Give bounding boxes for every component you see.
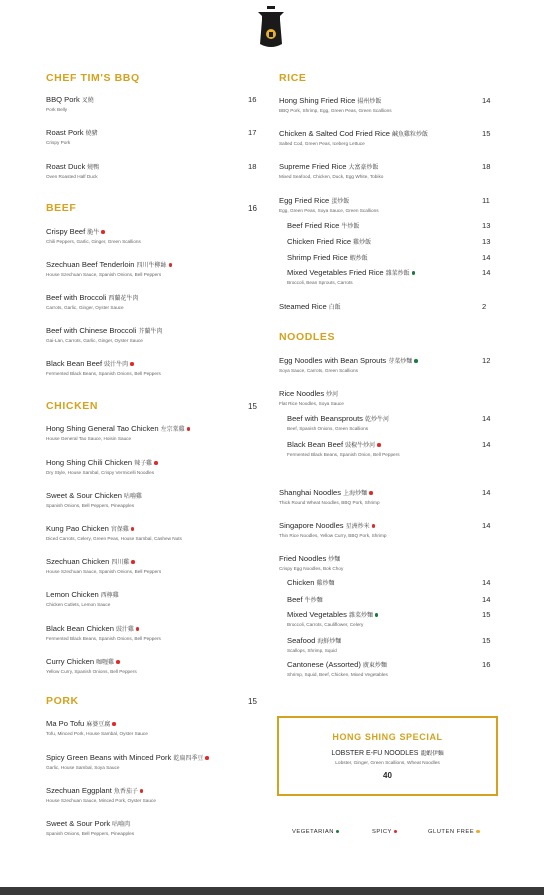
menu-item-price: 18 bbox=[482, 162, 491, 171]
spicy-dot-icon bbox=[131, 560, 135, 564]
menu-item-chinese-name: 牛炒飯 bbox=[341, 224, 360, 230]
menu-item-name: Hong Shing Chili Chicken bbox=[46, 458, 133, 467]
spicy-dot-icon bbox=[112, 722, 116, 726]
menu-item-chinese-name: 揚州炒飯 bbox=[357, 99, 382, 105]
spicy-dot-icon bbox=[130, 362, 134, 366]
menu-item-chinese-name: 豉汁牛肉 bbox=[104, 362, 129, 368]
menu-item bbox=[279, 488, 492, 505]
menu-item-name: Beef with Beansprouts bbox=[287, 414, 363, 423]
legend-spicy-label: SPICY bbox=[372, 829, 392, 835]
menu-item-name-row bbox=[279, 356, 492, 365]
menu-item bbox=[287, 221, 492, 230]
menu-item-name-row bbox=[287, 268, 492, 277]
menu-item bbox=[287, 237, 492, 246]
menu-item-name: Egg Fried Rice bbox=[279, 196, 330, 205]
menu-item bbox=[279, 356, 492, 373]
menu-item-name: Roast Duck bbox=[46, 162, 86, 171]
menu-item bbox=[46, 128, 258, 145]
menu-item bbox=[279, 196, 492, 213]
menu-item-name-row bbox=[279, 162, 492, 171]
menu-item-name-row bbox=[287, 660, 492, 669]
menu-item-name-row bbox=[287, 636, 492, 645]
menu-item bbox=[279, 302, 492, 311]
menu-item bbox=[46, 162, 258, 179]
spicy-dot-icon bbox=[394, 830, 398, 834]
menu-item-description: Garlic, House Sambal, Soya Sauce bbox=[46, 765, 120, 770]
menu-item-chinese-name: 炒河 bbox=[326, 392, 339, 398]
menu-item-name-row bbox=[46, 293, 258, 302]
menu-item-chinese-name: 咕嚕雞 bbox=[123, 494, 142, 500]
menu-item-name-row bbox=[279, 96, 492, 105]
menu-item-price: 14 bbox=[482, 488, 491, 497]
menu-item bbox=[46, 624, 258, 641]
menu-item-chinese-name: 四川牛柳絲 bbox=[136, 263, 167, 269]
pagoda-logo-icon bbox=[256, 6, 286, 48]
menu-item-description: Chili Peppers, Garlic, Ginger, Green Scallions bbox=[46, 239, 141, 244]
spicy-dot-icon bbox=[136, 627, 140, 631]
section-title-noodles: NOODLES bbox=[279, 331, 336, 343]
menu-item bbox=[46, 458, 258, 475]
menu-item-chinese-name: 辣子雞 bbox=[134, 461, 153, 467]
special-title: HONG SHING SPECIAL bbox=[332, 732, 443, 742]
menu-item-description: Salted Cod, Green Peas, Iceberg Lettuce bbox=[279, 141, 365, 146]
menu-item-price: 14 bbox=[482, 414, 491, 423]
menu-item-name-row bbox=[46, 260, 258, 269]
menu-item-description: Beef, Spanish Onions, Green Scallions bbox=[287, 426, 369, 431]
menu-item-chinese-name: 鹹魚雞粒炒飯 bbox=[392, 132, 429, 138]
menu-item-name: Sweet & Sour Pork bbox=[46, 819, 111, 828]
legend-gluten-free-label: GLUTEN FREE bbox=[428, 829, 475, 835]
menu-item-price: 13 bbox=[482, 237, 491, 246]
menu-item-chinese-name: 乾炒牛河 bbox=[364, 417, 389, 423]
menu-item bbox=[287, 660, 492, 677]
menu-item-name-row bbox=[46, 326, 258, 335]
menu-item-name: Ma Po Tofu bbox=[46, 719, 85, 728]
menu-item bbox=[46, 227, 258, 244]
menu-item-chinese-name: 炒麵 bbox=[328, 557, 341, 563]
menu-item-name: Szechuan Beef Tenderloin bbox=[46, 260, 135, 269]
menu-item-name-row bbox=[287, 610, 492, 619]
menu-item-description: Diced Carrots, Celery, Green Peas, House Sambal, Cashew Nuts bbox=[46, 536, 182, 541]
menu-item-name: Szechuan Chicken bbox=[46, 557, 110, 566]
menu-item-description: Carrots, Garlic, Ginger, Oyster Sauce bbox=[46, 305, 124, 310]
menu-item-chinese-name: 豉椒牛炒河 bbox=[345, 443, 376, 449]
menu-item-chinese-name: 上海炒麵 bbox=[343, 491, 368, 497]
menu-item-name-row bbox=[46, 128, 258, 137]
menu-item-chinese-name: 海鮮炒麵 bbox=[317, 639, 342, 645]
menu-item bbox=[287, 440, 492, 457]
menu-item-description: Chicken Cutlets, Lemon Sauce bbox=[46, 602, 111, 607]
menu-item-chinese-name: 雜菜炒飯 bbox=[385, 271, 410, 277]
menu-item-chinese-name: 麻婆豆腐 bbox=[86, 722, 111, 728]
menu-item bbox=[279, 389, 492, 406]
menu-item-description: Gai-Lan, Carrots, Garlic, Ginger, Oyster Sauce bbox=[46, 338, 143, 343]
menu-item-name: Chicken bbox=[287, 578, 315, 587]
menu-item bbox=[287, 636, 492, 653]
menu-item-name-row bbox=[287, 221, 492, 230]
vegetarian-dot-icon bbox=[414, 359, 418, 363]
menu-item-chinese-name: 廣東炒麵 bbox=[362, 663, 387, 669]
vegetarian-dot-icon bbox=[375, 613, 379, 617]
menu-item bbox=[287, 253, 492, 262]
menu-item-name: Black Bean Chicken bbox=[46, 624, 114, 633]
section-title-chicken: CHICKEN bbox=[46, 400, 99, 412]
special-name-zh: 龍蝦伊麵 bbox=[420, 751, 444, 757]
vegetarian-dot-icon bbox=[336, 830, 340, 834]
menu-item-chinese-name: 咖喱雞 bbox=[96, 660, 115, 666]
menu-item-price: 14 bbox=[482, 96, 491, 105]
spicy-dot-icon bbox=[205, 756, 209, 760]
menu-item-name-row bbox=[279, 488, 492, 497]
menu-item-name-row bbox=[279, 196, 492, 205]
menu-item-price: 14 bbox=[482, 268, 491, 277]
menu-item-name: Supreme Fried Rice bbox=[279, 162, 347, 171]
menu-item bbox=[46, 590, 258, 607]
menu-item-price: 15 bbox=[482, 636, 491, 645]
menu-item-chinese-name: 魚香茄子 bbox=[113, 789, 138, 795]
menu-item-description: BBQ Pork, Shrimp, Egg, Green Peas, Green Scallions bbox=[279, 108, 392, 113]
menu-item bbox=[287, 414, 492, 431]
section-title-pork: PORK bbox=[46, 695, 79, 707]
menu-item-description: Broccoli, Bean Sprouts, Carrots bbox=[287, 280, 353, 285]
menu-item-chinese-name: 燒豬 bbox=[85, 131, 98, 137]
menu-item-chinese-name: 西檸雞 bbox=[100, 593, 119, 599]
spicy-dot-icon bbox=[369, 491, 373, 495]
menu-item-name-row bbox=[46, 753, 258, 762]
menu-item bbox=[46, 95, 258, 112]
menu-item bbox=[279, 129, 492, 146]
menu-item-name: Mixed Vegetables Fried Rice bbox=[287, 268, 384, 277]
menu-item-description: House Szechuan Sauce, Spanish Onions, Bell Peppers bbox=[46, 569, 162, 574]
menu-item-description: Pork Belly bbox=[46, 107, 68, 112]
menu-item-name: Mixed Vegetables bbox=[287, 610, 347, 619]
menu-item-name-row bbox=[46, 458, 258, 467]
menu-item bbox=[46, 786, 258, 803]
menu-item-name-row bbox=[46, 424, 258, 433]
spicy-dot-icon bbox=[187, 427, 191, 431]
section-title-rice: RICE bbox=[279, 72, 307, 84]
spicy-dot-icon bbox=[377, 443, 381, 447]
menu-item-name-row bbox=[46, 719, 258, 728]
menu-item-name: Beef with Broccoli bbox=[46, 293, 107, 302]
menu-item bbox=[287, 610, 492, 627]
section-title-chef-tim-s-bbq: CHEF TIM'S BBQ bbox=[46, 72, 140, 84]
menu-item-price: 14 bbox=[482, 253, 491, 262]
spicy-dot-icon bbox=[131, 527, 135, 531]
menu-item-name: Beef Fried Rice bbox=[287, 221, 340, 230]
menu-item-description: Dry Style, House Sambal, Crispy Vermicelli Noodles bbox=[46, 470, 155, 475]
menu-item-chinese-name: 四川雞 bbox=[111, 560, 130, 566]
spicy-dot-icon bbox=[101, 230, 105, 234]
spicy-dot-icon bbox=[154, 461, 158, 465]
menu-item-description: Tofu, Minced Pork, House Sambal, Oyster Sauce bbox=[46, 731, 148, 736]
menu-item-name-row bbox=[46, 162, 258, 171]
menu-item-name: Seafood bbox=[287, 636, 316, 645]
menu-item-description: Fermented Black Beans, Spanish Onions, Bell Peppers bbox=[46, 371, 161, 376]
menu-item-chinese-name: 大富豪炒飯 bbox=[348, 165, 379, 171]
menu-item bbox=[46, 326, 258, 343]
menu-item bbox=[279, 162, 492, 179]
menu-item-name-row bbox=[46, 557, 258, 566]
menu-item-name: Steamed Rice bbox=[279, 302, 327, 311]
menu-item bbox=[46, 293, 258, 310]
menu-item-name-row bbox=[46, 590, 258, 599]
menu-item-name-row bbox=[287, 237, 492, 246]
menu-item bbox=[46, 819, 258, 836]
menu-item-name: BBQ Pork bbox=[46, 95, 80, 104]
menu-item-chinese-name: 雞炒麵 bbox=[316, 581, 335, 587]
menu-item-name-row bbox=[279, 302, 492, 311]
menu-item-chinese-name: 芥蘭牛肉 bbox=[138, 329, 163, 335]
menu-item bbox=[287, 268, 492, 285]
menu-item-price: 14 bbox=[482, 440, 491, 449]
menu-item-chinese-name: 乾扁四季豆 bbox=[173, 756, 204, 762]
menu-item-description: Fermented Black Beans, Spanish Onion, Bell Peppers bbox=[287, 452, 400, 457]
menu-item-description: Yellow Curry, Spanish Onions, Bell Peppers bbox=[46, 669, 137, 674]
menu-item-name: Sweet & Sour Chicken bbox=[46, 491, 122, 500]
menu-item-name-row bbox=[46, 95, 258, 104]
special-dish-name bbox=[279, 748, 496, 757]
spicy-dot-icon bbox=[169, 263, 173, 267]
section-price: 15 bbox=[248, 697, 257, 706]
menu-item-chinese-name: 脆牛 bbox=[87, 230, 100, 236]
menu-item-description: Spanish Onions, Bell Peppers, Pineapples bbox=[46, 503, 135, 508]
menu-item-price: 14 bbox=[482, 578, 491, 587]
special-name-text: LOBSTER E-FU NOODLES bbox=[331, 750, 419, 757]
menu-item-description: Spanish Onions, Bell Peppers, Pineapples bbox=[46, 831, 135, 836]
menu-item-name-row bbox=[279, 521, 492, 530]
menu-item-name: Chicken & Salted Cod Fried Rice bbox=[279, 129, 391, 138]
menu-item-description: Flat Rice Noodles, Soya Sauce bbox=[279, 401, 344, 406]
menu-item-name: Cantonese (Assorted) bbox=[287, 660, 361, 669]
menu-item-price: 13 bbox=[482, 221, 491, 230]
menu-item-chinese-name: 牛炒麵 bbox=[304, 598, 323, 604]
menu-item-price: 15 bbox=[482, 610, 491, 619]
menu-item-description: Crispy Egg Noodles, Bok Choy bbox=[279, 566, 344, 571]
menu-item-price: 15 bbox=[482, 129, 491, 138]
menu-item-name: Roast Pork bbox=[46, 128, 84, 137]
menu-item-chinese-name: 白飯 bbox=[328, 305, 341, 311]
menu-item-name-row bbox=[279, 554, 492, 563]
menu-item-price: 18 bbox=[248, 162, 257, 171]
menu-item-name: Beef bbox=[287, 595, 303, 604]
menu-item-name-row bbox=[46, 359, 258, 368]
menu-item-name-row bbox=[287, 253, 492, 262]
menu-item-chinese-name: 豉汁雞 bbox=[115, 627, 134, 633]
menu-item bbox=[287, 578, 492, 587]
menu-item-description: Mixed Seafood, Chicken, Duck, Egg White, Tobiko bbox=[279, 174, 384, 179]
menu-item-description: Fermented Black Beans, Spanish Onions, Bell Peppers bbox=[46, 636, 161, 641]
menu-item-name-row bbox=[287, 595, 492, 604]
menu-item-price: 16 bbox=[248, 95, 257, 104]
menu-item-chinese-name: 叉燒 bbox=[81, 98, 94, 104]
vegetarian-dot-icon bbox=[412, 271, 416, 275]
menu-item-name-row bbox=[287, 414, 492, 423]
menu-item-description: Thin Rice Noodles, Yellow Curry, BBQ Pork, Shrimp bbox=[279, 533, 387, 538]
menu-item-name-row bbox=[46, 491, 258, 500]
menu-item bbox=[46, 491, 258, 508]
menu-item-chinese-name: 燒鴨 bbox=[87, 165, 100, 171]
menu-item-name: Hong Shing Fried Rice bbox=[279, 96, 356, 105]
menu-item-name: Crispy Beef bbox=[46, 227, 86, 236]
menu-item-chinese-name: 蝦炒飯 bbox=[349, 256, 368, 262]
menu-item-name: Chicken Fried Rice bbox=[287, 237, 352, 246]
menu-item-name: Black Bean Beef bbox=[287, 440, 344, 449]
menu-item-price: 12 bbox=[482, 356, 491, 365]
menu-item-chinese-name: 蛋炒飯 bbox=[331, 199, 350, 205]
menu-item-name-row bbox=[46, 786, 258, 795]
menu-item bbox=[279, 521, 492, 538]
menu-item-name: Spicy Green Beans with Minced Pork bbox=[46, 753, 172, 762]
spicy-dot-icon bbox=[116, 660, 120, 664]
menu-item-name-row bbox=[46, 227, 258, 236]
menu-item-chinese-name: 雞炒飯 bbox=[353, 240, 372, 246]
section-title-beef: BEEF bbox=[46, 202, 77, 214]
menu-item bbox=[46, 657, 258, 674]
menu-item-description: House General Tao Sauce, Hoisin Sauce bbox=[46, 436, 132, 441]
menu-item-chinese-name: 雜菜炒麵 bbox=[348, 613, 373, 619]
menu-item-name-row bbox=[279, 389, 492, 398]
menu-item-price: 16 bbox=[482, 660, 491, 669]
menu-item-chinese-name: 咕嚕肉 bbox=[112, 822, 131, 828]
menu-item-name: Curry Chicken bbox=[46, 657, 95, 666]
menu-item-name-row bbox=[46, 657, 258, 666]
menu-item-name: Shanghai Noodles bbox=[279, 488, 342, 497]
menu-item-name-row bbox=[46, 624, 258, 633]
menu-item-chinese-name: 左宗棠雞 bbox=[160, 427, 185, 433]
menu-item bbox=[279, 554, 492, 571]
menu-item-price: 11 bbox=[482, 196, 490, 205]
menu-item-description: House Szechuan Sauce, Spanish Onions, Bell Peppers bbox=[46, 272, 162, 277]
legend-vegetarian-label: VEGETARIAN bbox=[292, 829, 334, 835]
menu-item-description: Soya Sauce, Carrots, Green Scallions bbox=[279, 368, 358, 373]
menu-item bbox=[279, 96, 492, 113]
menu-item-chinese-name: 宮保雞 bbox=[110, 527, 129, 533]
menu-item-name-row bbox=[287, 440, 492, 449]
menu-item bbox=[46, 260, 258, 277]
section-price: 16 bbox=[248, 204, 257, 213]
menu-item-name: Black Bean Beef bbox=[46, 359, 103, 368]
gluten-free-dot-icon bbox=[476, 830, 480, 834]
menu-item-name: Kung Pao Chicken bbox=[46, 524, 109, 533]
bottom-bar bbox=[0, 887, 544, 895]
menu-item-name: Szechuan Eggplant bbox=[46, 786, 112, 795]
legend-gluten-free bbox=[428, 829, 480, 835]
menu-item bbox=[46, 359, 258, 376]
menu-item-description: Crispy Pork bbox=[46, 140, 71, 145]
menu-item bbox=[46, 557, 258, 574]
menu-item-name: Beef with Chinese Broccoli bbox=[46, 326, 137, 335]
menu-item-description: House Szechuan Sauce, Minced Pork, Oyster Sauce bbox=[46, 798, 156, 803]
section-price: 15 bbox=[248, 402, 257, 411]
menu-item bbox=[46, 424, 258, 441]
menu-item-name: Singapore Noodles bbox=[279, 521, 344, 530]
menu-item-description: Shrimp, Squid, Beef, Chicken, Mixed Vegetables bbox=[287, 672, 388, 677]
menu-item-name: Lemon Chicken bbox=[46, 590, 99, 599]
menu-item-price: 17 bbox=[248, 128, 257, 137]
menu-item-name: Fried Noodles bbox=[279, 554, 327, 563]
menu-item-description: Thick Round Wheat Noodles, BBQ Pork, Shrimp bbox=[279, 500, 380, 505]
menu-item-price: 14 bbox=[482, 595, 491, 604]
menu-item-name: Hong Shing General Tao Chicken bbox=[46, 424, 159, 433]
legend-spicy bbox=[372, 829, 397, 835]
menu-item-name-row bbox=[279, 129, 492, 138]
spicy-dot-icon bbox=[140, 789, 144, 793]
special-box bbox=[277, 716, 498, 796]
menu-item-description: Egg, Green Peas, Soya Sauce, Green Scallions bbox=[279, 208, 379, 213]
special-price: 40 bbox=[383, 771, 392, 780]
menu-item bbox=[46, 524, 258, 541]
menu-item-name-row bbox=[46, 819, 258, 828]
menu-item-description: Oven Roasted Half Duck bbox=[46, 174, 98, 179]
menu-item bbox=[46, 719, 258, 736]
menu-item-price: 14 bbox=[482, 521, 491, 530]
menu-item-price: 2 bbox=[482, 302, 487, 311]
menu-item-description: Scallops, Shrimp, Squid bbox=[287, 648, 337, 653]
menu-item-name-row bbox=[46, 524, 258, 533]
menu-item-chinese-name: 芽菜炒麵 bbox=[388, 359, 413, 365]
menu-item-name: Rice Noodles bbox=[279, 389, 325, 398]
menu-item-name-row bbox=[287, 578, 492, 587]
special-description: Lobster, Ginger, Green Scallions, Wheat Noodles bbox=[335, 761, 440, 766]
legend-vegetarian bbox=[292, 829, 339, 835]
menu-item-description: Broccoli, Carrots, Cauliflower, Celery bbox=[287, 622, 364, 627]
menu-item bbox=[287, 595, 492, 604]
menu-item-name: Shrimp Fried Rice bbox=[287, 253, 348, 262]
menu-item-chinese-name: 西蘭花牛肉 bbox=[108, 296, 139, 302]
spicy-dot-icon bbox=[372, 524, 376, 528]
menu-item bbox=[46, 753, 258, 770]
menu-item-chinese-name: 星洲炒米 bbox=[345, 524, 370, 530]
menu-item-name: Egg Noodles with Bean Sprouts bbox=[279, 356, 387, 365]
